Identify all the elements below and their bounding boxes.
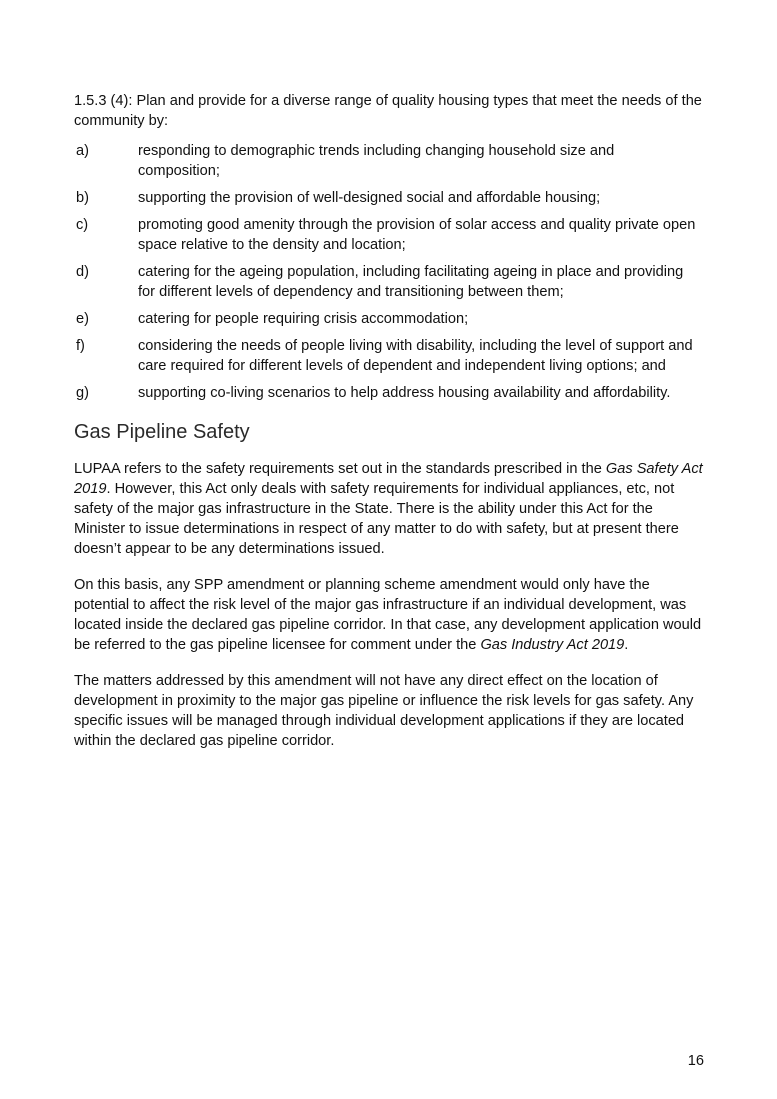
paragraph-text: LUPAA refers to the safety requirements set out in the standards prescribed in the — [74, 461, 606, 477]
intro-paragraph: 1.5.3 (4): Plan and provide for a diverse range of quality housing types that meet the needs of the community by: — [74, 93, 702, 129]
act-title: Gas Industry Act 2019 — [480, 637, 625, 653]
paragraph-spp-amendment — [74, 575, 706, 655]
paragraph-lupaa — [74, 459, 706, 559]
list-item-text: catering for people requiring crisis accommodation; — [138, 311, 469, 327]
list-item-text: considering the needs of people living with disability, including the level of support and care required for different levels of dependent and independent living options; and — [138, 338, 693, 374]
list-item-marker: f) — [76, 338, 85, 354]
list-item-text: catering for the ageing population, including facilitating ageing in place and providing for different levels of dependency and transitioning between them; — [138, 264, 684, 300]
list-item-text: supporting co-living scenarios to help address housing availability and affordability. — [138, 385, 671, 401]
list-item-text: responding to demographic trends including changing household size and composition; — [138, 143, 615, 179]
housing-types-list — [74, 141, 706, 403]
list-item-text: supporting the provision of well-designed social and affordable housing; — [138, 190, 601, 206]
list-item-marker: d) — [76, 264, 89, 280]
list-item-marker: b) — [76, 190, 89, 206]
list-item-marker: a) — [76, 143, 89, 159]
list-item — [74, 336, 706, 376]
list-item-text: promoting good amenity through the provision of solar access and quality private open space relative to the density and location; — [138, 217, 696, 253]
list-item — [74, 141, 706, 181]
list-item — [74, 383, 706, 403]
paragraph-text: On this basis, any SPP amendment or planning scheme amendment would only have the potential to affect the risk level of the major gas infrastructure if an individual development, was located inside the declared gas pipeline corridor. In that case, any development application would be referred to the gas pipeline licensee for comment under the — [74, 577, 702, 653]
list-item — [74, 215, 706, 255]
list-item-marker: c) — [76, 217, 89, 233]
page-number: 16 — [687, 1053, 704, 1069]
paragraph-text: . However, this Act only deals with safety requirements for individual appliances, etc, not safety of the major gas infrastructure in the State. There is the ability under this Act for the Minister to issue determinations in respect of any matter to do with safety, but at present there doesn’t appear to be any determinations issued. — [74, 481, 679, 557]
document-page — [74, 91, 706, 767]
list-item — [74, 262, 706, 302]
section-heading: Gas Pipeline Safety — [74, 421, 250, 443]
act-title: Gas Safety Act 2019 — [74, 461, 703, 497]
paragraph-text: . — [624, 637, 629, 653]
list-item — [74, 309, 706, 329]
paragraph-matters-addressed: The matters addressed by this amendment will not have any direct effect on the location of development in proximity to the major gas pipeline or influence the risk levels for gas safety. Any specific issues will be managed through individual development applications if they are located within the declared gas pipeline corridor. — [74, 673, 694, 749]
list-item-marker: g) — [76, 385, 89, 401]
list-item — [74, 188, 706, 208]
list-item-marker: e) — [76, 311, 89, 327]
